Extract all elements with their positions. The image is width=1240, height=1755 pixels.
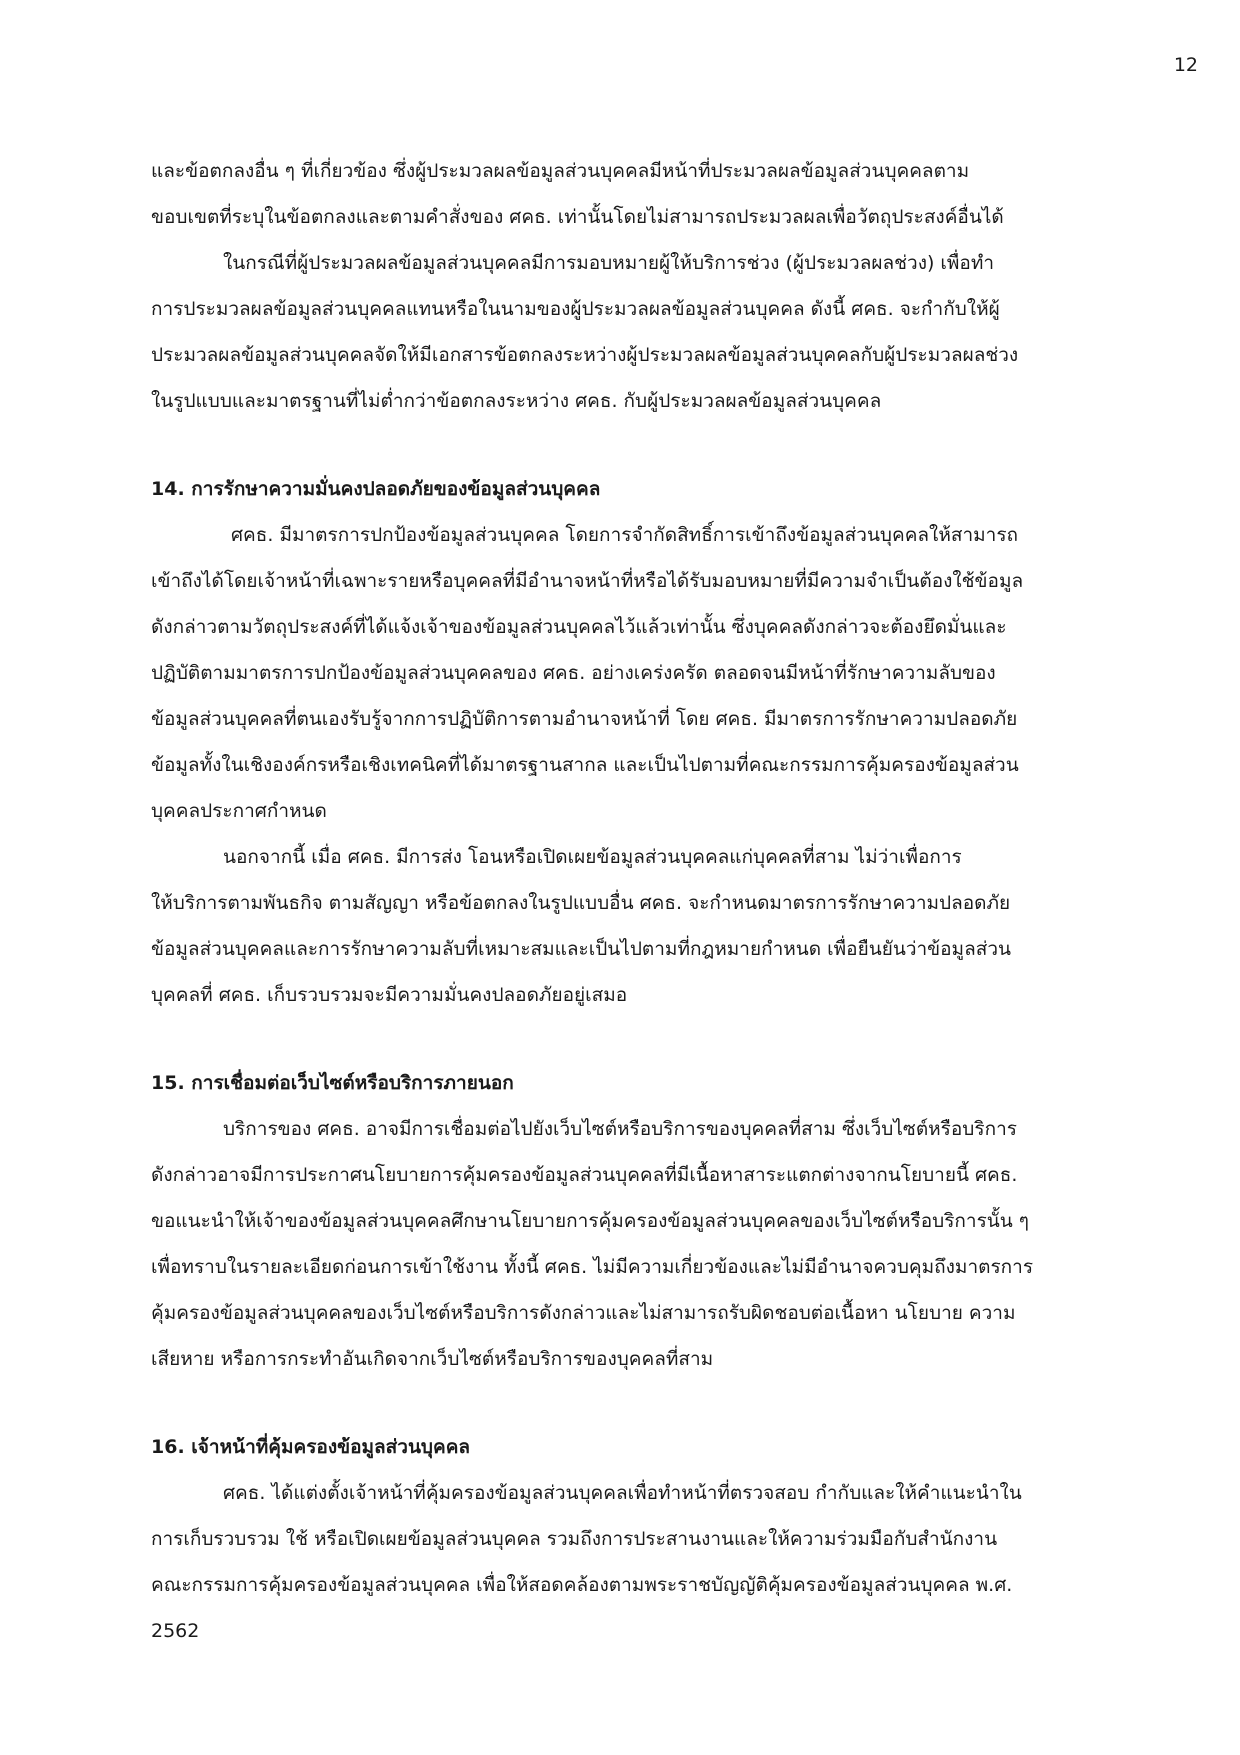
text-line: บริการของ ศคธ. อาจมีการเชื่อมต่อไปยังเว็บไซต์หรือบริการของบุคคลที่สาม ซึ่งเว็บไซต์หรือบริการ bbox=[223, 1118, 1017, 1140]
text-line: ดังกล่าวตามวัตถุประสงค์ที่ได้แจ้งเจ้าของข้อมูลส่วนบุคคลไว้แล้วเท่านั้น ซึ่งบุคคลดังกล่าวจะต้องยึดมั่นและ bbox=[151, 616, 1007, 638]
paragraph bbox=[151, 148, 1093, 240]
text-line: ปฏิบัติตามมาตรการปกป้องข้อมูลส่วนบุคคลของ ศคธ. อย่างเคร่งครัด ตลอดจนมีหน้าที่รักษาความลับของ bbox=[151, 662, 996, 684]
text-line: การเก็บรวบรวม ใช้ หรือเปิดเผยข้อมูลส่วนบุคคล รวมถึงการประสานงานและให้ความร่วมมือกับสำนักงาน bbox=[151, 1528, 998, 1550]
paragraph bbox=[151, 834, 1093, 1018]
text-line: และข้อตกลงอื่น ๆ ที่เกี่ยวข้อง ซึ่งผู้ประมวลผลข้อมูลส่วนบุคคลมีหน้าที่ประมวลผลข้อมูลส่วนบุคคลตาม bbox=[151, 160, 970, 182]
document-body bbox=[151, 148, 1093, 1654]
page-number: 12 bbox=[1173, 54, 1198, 76]
paragraph bbox=[151, 240, 1093, 424]
text-line: เข้าถึงได้โดยเจ้าหน้าที่เฉพาะรายหรือบุคคลที่มีอำนาจหน้าที่หรือได้รับมอบหมายที่มีความจำเป็นต้องใช้ข้อมูล bbox=[151, 570, 1024, 592]
text-line: ในรูปแบบและมาตรฐานที่ไม่ต่ำกว่าข้อตกลงระหว่าง ศคธ. กับผู้ประมวลผลข้อมูลส่วนบุคคล bbox=[151, 390, 882, 412]
text-line: บุคคลที่ ศคธ. เก็บรวบรวมจะมีความมั่นคงปลอดภัยอยู่เสมอ bbox=[151, 984, 628, 1006]
text-line: ข้อมูลทั้งในเชิงองค์กรหรือเชิงเทคนิคที่ได้มาตรฐานสากล และเป็นไปตามที่คณะกรรมการคุ้มครองข้อมูลส่วน bbox=[151, 754, 1019, 776]
text-line: ศคธ. มีมาตรการปกป้องข้อมูลส่วนบุคคล โดยการจำกัดสิทธิ์การเข้าถึงข้อมูลส่วนบุคคลให้สามารถ bbox=[231, 524, 1019, 546]
paragraph bbox=[151, 1106, 1093, 1382]
text-line: นอกจากนี้ เมื่อ ศคธ. มีการส่ง โอนหรือเปิดเผยข้อมูลส่วนบุคคลแก่บุคคลที่สาม ไม่ว่าเพื่อการ bbox=[223, 846, 962, 868]
text-line: ศคธ. ได้แต่งตั้งเจ้าหน้าที่คุ้มครองข้อมูลส่วนบุคคลเพื่อทำหน้าที่ตรวจสอบ กำกับและให้คำแนะนำใน bbox=[223, 1482, 1022, 1504]
text-line: ข้อมูลส่วนบุคคลและการรักษาความลับที่เหมาะสมและเป็นไปตามที่กฎหมายกำหนด เพื่อยืนยันว่าข้อมูลส่วน bbox=[151, 938, 1011, 960]
text-line: ข้อมูลส่วนบุคคลที่ตนเองรับรู้จากการปฏิบัติการตามอำนาจหน้าที่ โดย ศคธ. มีมาตรการรักษาความปลอดภัย bbox=[151, 708, 1018, 730]
section-14 bbox=[151, 466, 1093, 1018]
section-16 bbox=[151, 1424, 1093, 1654]
text-line: บุคคลประกาศกำหนด bbox=[151, 800, 327, 822]
text-line: ในกรณีที่ผู้ประมวลผลข้อมูลส่วนบุคคลมีการมอบหมายผู้ให้บริการช่วง (ผู้ประมวลผลช่วง) เพื่อทำ bbox=[223, 252, 995, 274]
text-line: คณะกรรมการคุ้มครองข้อมูลส่วนบุคคล เพื่อให้สอดคล้องตามพระราชบัญญัติคุ้มครองข้อมูลส่วนบุคคล พ.ศ. bbox=[151, 1574, 1013, 1596]
text-line: ดังกล่าวอาจมีการประกาศนโยบายการคุ้มครองข้อมูลส่วนบุคคลที่มีเนื้อหาสาระแตกต่างจากนโยบายนี้ ศคธ. bbox=[151, 1164, 1018, 1186]
text-line: การประมวลผลข้อมูลส่วนบุคคลแทนหรือในนามของผู้ประมวลผลข้อมูลส่วนบุคคล ดังนี้ ศคธ. จะกำกับให้ผู้ bbox=[151, 298, 1000, 320]
text-line: ขอแนะนำให้เจ้าของข้อมูลส่วนบุคคลศึกษานโยบายการคุ้มครองข้อมูลส่วนบุคคลของเว็บไซต์หรือบริการนั้น ๆ bbox=[151, 1210, 1030, 1232]
text-line: ให้บริการตามพันธกิจ ตามสัญญา หรือข้อตกลงในรูปแบบอื่น ศคธ. จะกำหนดมาตรการรักษาความปลอดภัย bbox=[151, 892, 1011, 914]
paragraph bbox=[151, 512, 1093, 834]
text-line: ประมวลผลข้อมูลส่วนบุคคลจัดให้มีเอกสารข้อตกลงระหว่างผู้ประมวลผลข้อมูลส่วนบุคคลกับผู้ประมวลผลช่วง bbox=[151, 344, 1019, 366]
section-heading: 15. การเชื่อมต่อเว็บไซต์หรือบริการภายนอก bbox=[151, 1072, 514, 1094]
paragraph bbox=[151, 1470, 1093, 1654]
text-line: เพื่อทราบในรายละเอียดก่อนการเข้าใช้งาน ทั้งนี้ ศคธ. ไม่มีความเกี่ยวข้องและไม่มีอำนาจควบคุมถึงมาตรการ bbox=[151, 1256, 1034, 1278]
section-heading: 16. เจ้าหน้าที่คุ้มครองข้อมูลส่วนบุคคล bbox=[151, 1436, 471, 1458]
text-line: ขอบเขตที่ระบุในข้อตกลงและตามคำสั่งของ ศคธ. เท่านั้นโดยไม่สามารถประมวลผลเพื่อวัตถุประสงค์อื่นได้ bbox=[151, 206, 1004, 228]
text-line: 2562 bbox=[151, 1620, 200, 1642]
section-heading: 14. การรักษาความมั่นคงปลอดภัยของข้อมูลส่วนบุคคล bbox=[151, 478, 601, 500]
text-line: เสียหาย หรือการกระทำอันเกิดจากเว็บไซต์หรือบริการของบุคคลที่สาม bbox=[151, 1348, 714, 1370]
section-15 bbox=[151, 1060, 1093, 1382]
text-line: คุ้มครองข้อมูลส่วนบุคคลของเว็บไซต์หรือบริการดังกล่าวและไม่สามารถรับผิดชอบต่อเนื้อหา นโยบาย ความ bbox=[151, 1302, 1016, 1324]
